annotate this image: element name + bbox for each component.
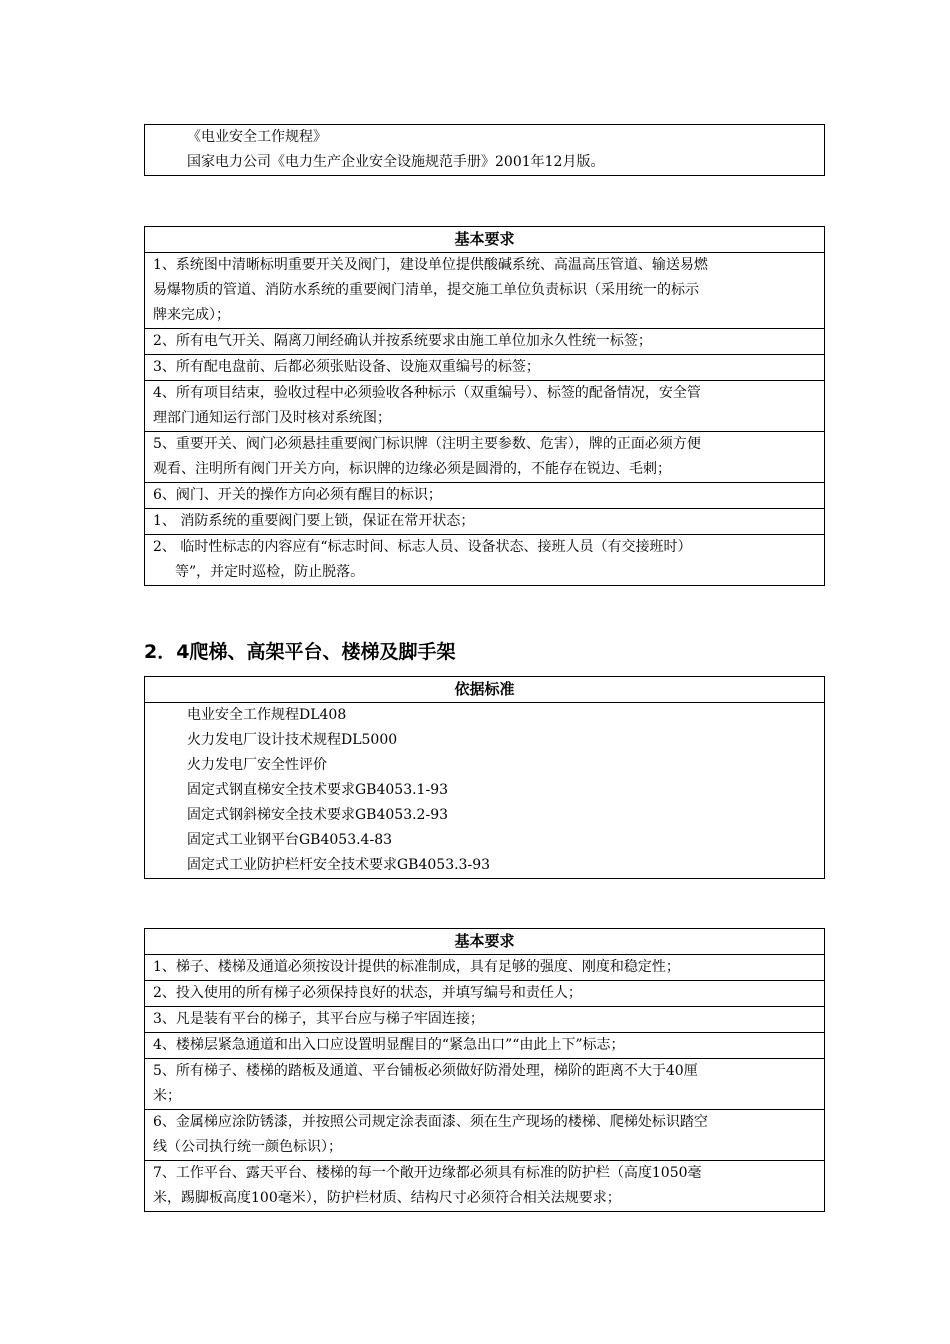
requirements-box-1 [144,226,825,586]
standard-line: 固定式钢直梯安全技术要求GB4053.1-93 [187,782,449,798]
standard-line: 固定式钢斜梯安全技术要求GB4053.2-93 [187,807,449,823]
requirement-line: 米； [153,1088,181,1104]
requirement-line: 4、所有项目结束，验收过程中必须验收各种标示（双重编号）、标签的配备情况，安全管 [153,385,701,401]
requirement-item [145,354,824,380]
requirement-line: 易爆物质的管道、消防水系统的重要阀门清单，提交施工单位负责标识（采用统一的标示 [153,282,699,298]
requirement-line: 3、凡是装有平台的梯子，其平台应与梯子牢固连接； [153,1011,484,1027]
standard-line: 电业安全工作规程DL408 [187,707,347,723]
reference-line-2: 国家电力公司《电力生产企业安全设施规范手册》2001年12月版。 [187,154,605,170]
requirements-header: 基本要求 [145,929,824,955]
requirement-line: 牌来完成）； [153,307,230,323]
references-box [144,124,825,176]
requirements-box-2 [144,928,825,1212]
requirement-line: 1、系统图中清晰标明重要开关及阀门，建设单位提供酸碱系统、高温高压管道、输送易燃 [153,257,708,273]
requirement-item [145,980,824,1006]
requirement-line: 2、投入使用的所有梯子必须保持良好的状态，并填写编号和责任人； [153,985,582,1001]
requirement-item [145,1032,824,1058]
standard-line: 火力发电厂安全性评价 [187,757,327,773]
standard-line: 火力发电厂设计技术规程DL5000 [187,732,398,748]
requirement-line: 5、重要开关、阀门必须悬挂重要阀门标识牌（注明主要参数、危害），牌的正面必须方便 [153,436,701,452]
requirement-item [145,955,824,980]
requirement-item [145,1109,824,1160]
requirement-line: 7、工作平台、露天平台、楼梯的每一个敞开边缘都必须具有标准的防护栏（高度1050毫 [153,1165,702,1181]
requirement-line: 1、梯子、楼梯及通道必须按设计提供的标准制成，具有足够的强度、刚度和稳定性； [153,959,680,975]
requirement-line: 6、阀门、开关的操作方向必须有醒目的标识； [153,487,442,503]
requirement-line: 线（公司执行统一颜色标识）； [153,1139,342,1155]
requirement-line: 2、 临时性标志的内容应有“标志时间、标志人员、设备状态、接班人员（有交接班时） [153,539,692,555]
requirements-header: 基本要求 [145,227,824,253]
standard-line: 固定式工业防护栏杆安全技术要求GB4053.3-93 [187,857,491,873]
requirement-line: 观看、注明所有阀门开关方向，标识牌的边缘必须是圆滑的，不能存在锐边、毛刺； [153,461,671,477]
requirement-item [145,328,824,354]
requirement-item [145,508,824,534]
requirement-item [145,380,824,431]
requirement-item [145,482,824,508]
basis-header: 依据标准 [145,677,824,703]
requirement-item [145,431,824,482]
requirement-line: 5、所有梯子、楼梯的踏板及通道、平台铺板必须做好防滑处理，梯阶的距离不大于40厘 [153,1063,698,1079]
requirement-line: 4、楼梯层紧急通道和出入口应设置明显醒目的“紧急出口”“由此上下”标志； [153,1037,625,1053]
standard-line: 固定式工业钢平台GB4053.4-83 [187,832,393,848]
requirement-line: 3、所有配电盘前、后都必须张贴设备、设施双重编号的标签； [153,359,540,375]
requirement-line: 1、 消防系统的重要阀门要上锁，保证在常开状态； [153,513,475,529]
requirement-line: 6、金属梯应涂防锈漆，并按照公司规定涂表面漆、须在生产现场的楼梯、爬梯处标识踏空 [153,1114,708,1130]
requirement-item [145,534,824,585]
section-heading: 2．4爬梯、高架平台、楼梯及脚手架 [144,641,456,663]
basis-standards-box [144,676,825,879]
requirement-item [145,1006,824,1032]
reference-line-1: 《电业安全工作规程》 [187,129,327,145]
requirement-item [145,1160,824,1211]
requirement-line: 理部门通知运行部门及时核对系统图； [153,410,391,426]
requirement-line: 2、所有电气开关、隔离刀闸经确认并按系统要求由施工单位加永久性统一标签； [153,333,652,349]
requirement-line: 等”，并定时巡检，防止脱落。 [175,564,365,580]
requirement-line: 米，踢脚板高度100毫米），防护栏材质、结构尺寸必须符合相关法规要求； [153,1190,621,1206]
requirement-item [145,253,824,328]
requirement-item [145,1058,824,1109]
